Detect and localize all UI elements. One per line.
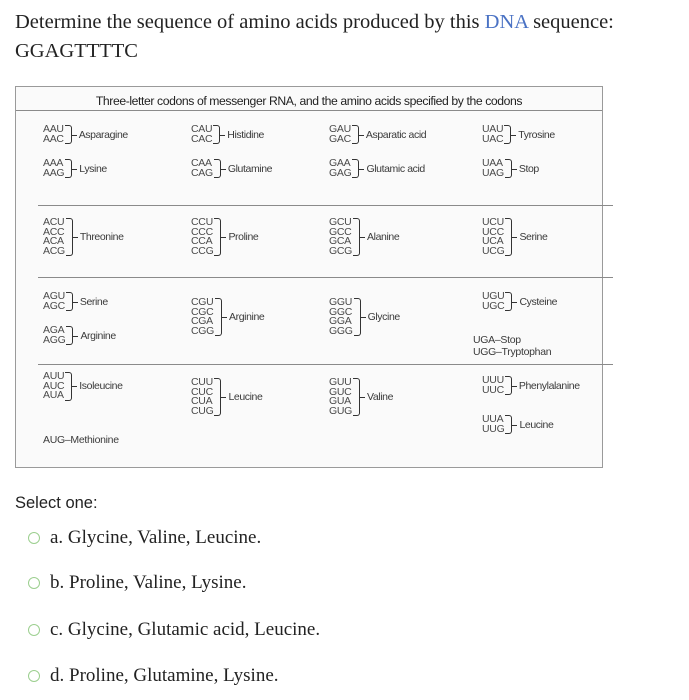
codon: GCC xyxy=(329,225,352,238)
codon-list xyxy=(191,378,213,416)
brace-icon xyxy=(354,298,361,336)
amino-acid-label: Serine xyxy=(79,295,108,308)
codon: ACG xyxy=(43,244,65,257)
codon: CCG xyxy=(191,244,214,257)
codon-group-ggu xyxy=(329,298,400,336)
brace-icon xyxy=(505,376,512,395)
option-d-label: d. Proline, Glutamine, Lysine. xyxy=(50,665,279,686)
codon: GAA xyxy=(329,157,351,169)
codon: ACC xyxy=(43,225,65,238)
codon: UAC xyxy=(482,132,504,145)
codon-list xyxy=(329,378,352,416)
codon: AAU xyxy=(43,123,64,135)
codon: AGU xyxy=(43,290,65,302)
codon-group-auu xyxy=(43,372,123,401)
codon-group-gaa xyxy=(329,159,425,178)
codon: UUA xyxy=(482,413,504,425)
amino-acid-label: Isoleucine xyxy=(79,380,123,393)
codon: GCU xyxy=(329,216,352,228)
radio-button[interactable] xyxy=(28,532,40,544)
codon: AUA xyxy=(43,389,64,402)
codon: CCU xyxy=(191,216,213,228)
codon: UAA xyxy=(482,157,503,169)
brace-icon xyxy=(213,125,220,144)
codon: UCA xyxy=(482,235,504,248)
codon: GAG xyxy=(329,166,352,179)
option-c-label: c. Glycine, Glutamic acid, Leucine. xyxy=(50,619,321,640)
brace-icon xyxy=(66,292,73,311)
codon-list xyxy=(43,326,65,345)
amino-acid-label: Leucine xyxy=(228,391,263,404)
codon: CAC xyxy=(191,132,213,145)
codon-group-gau xyxy=(329,125,426,144)
amino-acid-label: Arginine xyxy=(229,311,265,324)
codon: CUG xyxy=(191,404,214,417)
option-a[interactable] xyxy=(28,527,261,549)
codon: GAU xyxy=(329,123,351,135)
codon: UGU xyxy=(482,290,505,302)
codon: UCU xyxy=(482,216,504,228)
codon-group-uua xyxy=(482,415,553,434)
codon: CAG xyxy=(191,166,213,179)
codon-list xyxy=(191,218,213,256)
codon-uga: UGA–Stop xyxy=(473,334,521,346)
codon: GGC xyxy=(329,305,353,318)
codon-table xyxy=(15,86,603,468)
codon: CAA xyxy=(191,157,212,169)
codon-group-uaa xyxy=(482,159,539,178)
codon-group-aaa xyxy=(43,159,107,178)
select-one-label: Select one: xyxy=(15,494,98,512)
codon: AUU xyxy=(43,370,65,382)
codon-group-aau xyxy=(43,125,128,144)
row-divider-2 xyxy=(38,277,613,278)
codon: CCC xyxy=(191,225,213,238)
radio-button[interactable] xyxy=(28,577,40,589)
codon-group-ucu xyxy=(482,218,547,256)
brace-icon xyxy=(65,159,72,178)
codon: CAU xyxy=(191,123,213,135)
codon: AAA xyxy=(43,157,64,169)
option-d[interactable] xyxy=(28,665,279,687)
codon-group-guu xyxy=(329,378,393,416)
codon-list xyxy=(43,292,65,311)
brace-icon xyxy=(66,326,73,345)
codon-group-ccu xyxy=(191,218,258,256)
brace-icon xyxy=(214,378,221,416)
codon: GUG xyxy=(329,404,353,417)
codon-list xyxy=(191,159,213,178)
codon-list xyxy=(329,125,351,144)
radio-button[interactable] xyxy=(28,624,40,636)
brace-icon xyxy=(214,218,221,256)
amino-acid-label: Asparagine xyxy=(78,128,128,141)
codon: GUA xyxy=(329,395,351,408)
amino-acid-label: Histidine xyxy=(227,128,264,141)
codon: GUC xyxy=(329,385,352,398)
row-divider-3 xyxy=(38,364,613,365)
question-text-before: Determine the sequence of amino acids produced by this xyxy=(15,11,485,33)
brace-icon xyxy=(353,218,360,256)
codon: GGA xyxy=(329,315,352,328)
codon-group-caa xyxy=(191,159,272,178)
codon-list xyxy=(43,125,64,144)
codon-list xyxy=(191,298,214,336)
dna-link-word: DNA xyxy=(484,11,528,33)
dna-sequence: GGAGTTTTC xyxy=(15,40,138,62)
amino-acid-label: Glutamic acid xyxy=(366,162,425,175)
codon: UGC xyxy=(482,299,505,312)
option-b-label: b. Proline, Valine, Lysine. xyxy=(50,572,247,593)
codon-table-title: Three-letter codons of messenger RNA, and the amino acids specified by the codons xyxy=(95,94,523,108)
codon: ACU xyxy=(43,216,65,228)
codon-group-cgu xyxy=(191,298,264,336)
codon-list xyxy=(329,298,353,336)
codon: AAG xyxy=(43,166,65,179)
codon-list xyxy=(482,376,504,395)
codon-group-acu xyxy=(43,218,124,256)
option-a-label: a. Glycine, Valine, Leucine. xyxy=(50,527,262,548)
codon-list xyxy=(482,415,504,434)
codon: GCG xyxy=(329,244,353,257)
question-text xyxy=(15,8,614,66)
codon-group-agu xyxy=(43,292,108,311)
brace-icon xyxy=(504,125,511,144)
amino-acid-label: Alanine xyxy=(367,231,400,244)
codon: AGC xyxy=(43,299,65,312)
codon: UCG xyxy=(482,244,505,257)
amino-acid-label: Lysine xyxy=(79,162,107,175)
codon: AGA xyxy=(43,324,65,336)
brace-icon xyxy=(214,159,221,178)
codon-group-aga xyxy=(43,326,116,345)
codon-group-cau xyxy=(191,125,264,144)
codon: AGG xyxy=(43,333,66,346)
codon: UUC xyxy=(482,383,504,396)
codon: UAG xyxy=(482,166,504,179)
codon: AUC xyxy=(43,379,65,392)
amino-acid-label: Proline xyxy=(228,231,259,244)
codon-list xyxy=(482,218,504,256)
row-divider-1 xyxy=(38,205,613,206)
amino-acid-label: Valine xyxy=(367,391,394,404)
amino-acid-label: Serine xyxy=(519,231,548,244)
amino-acid-label: Tyrosine xyxy=(518,128,555,141)
codon: UUG xyxy=(482,422,505,435)
codon-list xyxy=(482,125,503,144)
codon-list xyxy=(43,372,64,401)
codon: CGA xyxy=(191,315,213,328)
brace-icon xyxy=(505,218,512,256)
codon-list xyxy=(329,218,352,256)
title-divider xyxy=(16,110,602,111)
codon: AAC xyxy=(43,132,64,145)
brace-icon xyxy=(505,159,512,178)
codon-list xyxy=(329,159,351,178)
codon: UCC xyxy=(482,225,504,238)
codon-list xyxy=(43,159,64,178)
codon: CGU xyxy=(191,296,214,308)
amino-acid-label: Leucine xyxy=(519,418,554,431)
question-text-after: sequence: xyxy=(527,11,614,33)
amino-acid-label: Glycine xyxy=(367,311,400,324)
codon-group-cuu xyxy=(191,378,262,416)
codon-aug: AUG–Methionine xyxy=(43,434,119,446)
amino-acid-label: Stop xyxy=(518,162,539,175)
codon-list xyxy=(482,159,504,178)
brace-icon xyxy=(66,218,73,256)
codon: GUU xyxy=(329,376,352,388)
codon-list xyxy=(482,292,504,311)
codon: CGG xyxy=(191,324,215,337)
amino-acid-label: Threonine xyxy=(79,231,124,244)
codon: GAC xyxy=(329,132,351,145)
codon-list xyxy=(191,125,212,144)
amino-acid-label: Asparatic acid xyxy=(365,128,427,141)
brace-icon xyxy=(353,378,360,416)
brace-icon xyxy=(215,298,222,336)
amino-acid-label: Glutamine xyxy=(227,162,273,175)
codon: CGC xyxy=(191,305,214,318)
codon: CCA xyxy=(191,235,213,248)
codon: UAU xyxy=(482,123,504,135)
brace-icon xyxy=(65,125,72,144)
amino-acid-label: Phenylalanine xyxy=(518,379,580,392)
codon-group-gcu xyxy=(329,218,399,256)
codon: UUU xyxy=(482,374,504,386)
question-line xyxy=(15,8,614,37)
brace-icon xyxy=(65,372,72,401)
option-b[interactable] xyxy=(28,572,247,594)
codon: CUC xyxy=(191,385,213,398)
radio-button[interactable] xyxy=(28,670,40,682)
brace-icon xyxy=(352,159,359,178)
codon-list xyxy=(43,218,65,256)
amino-acid-label: Arginine xyxy=(80,329,116,342)
codon: CUU xyxy=(191,376,213,388)
codon: CUA xyxy=(191,395,213,408)
codon: ACA xyxy=(43,235,64,248)
codon: GGG xyxy=(329,324,353,337)
brace-icon xyxy=(352,125,359,144)
codon-group-ugu xyxy=(482,292,557,311)
amino-acid-label: Cysteine xyxy=(519,295,558,308)
codon: GGU xyxy=(329,296,353,308)
option-c[interactable] xyxy=(28,619,320,641)
brace-icon xyxy=(505,292,512,311)
codon-ugg: UGG–Tryptophan xyxy=(473,346,552,358)
brace-icon xyxy=(505,415,512,434)
codon: GCA xyxy=(329,235,351,248)
codon-group-uuu xyxy=(482,376,580,395)
codon-group-uau xyxy=(482,125,555,144)
